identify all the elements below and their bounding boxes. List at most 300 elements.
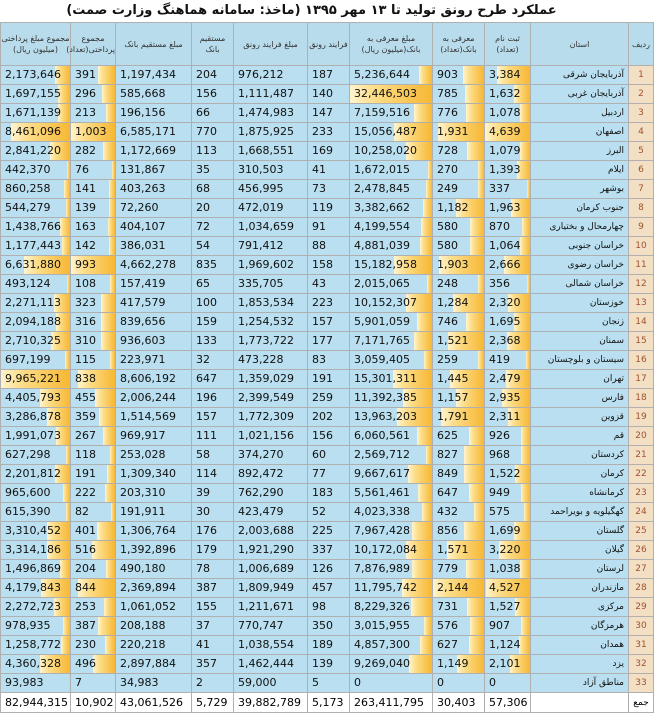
cell-value: 1,496,869 bbox=[5, 562, 61, 575]
total-rownaq-process: 5,173 bbox=[308, 693, 350, 713]
cell-value: 204 bbox=[75, 562, 96, 575]
row-introduced-count bbox=[433, 446, 485, 465]
row-rownaq-amount: 762,290 bbox=[234, 484, 308, 503]
row-rank: 12 bbox=[629, 275, 654, 294]
data-bar bbox=[62, 237, 70, 255]
row-introduced-count bbox=[433, 503, 485, 522]
cell-value: 1,695 bbox=[489, 315, 521, 328]
row-paid-amount bbox=[1, 85, 71, 104]
cell-value: 1,038 bbox=[489, 562, 521, 575]
data-bar bbox=[521, 617, 530, 635]
row-province: اردبیل bbox=[531, 104, 629, 123]
row-bank-direct: 156 bbox=[192, 85, 234, 104]
cell-value: 907 bbox=[489, 619, 510, 632]
cell-value: 1,079 bbox=[489, 144, 521, 157]
row-paid-count bbox=[71, 237, 116, 256]
row-introduced-amount bbox=[350, 598, 433, 617]
row-introduced-amount bbox=[350, 560, 433, 579]
header-row bbox=[1, 23, 654, 66]
totals-label: جمع bbox=[629, 693, 654, 713]
row-rank: 22 bbox=[629, 465, 654, 484]
cell-value: 9,667,617 bbox=[354, 467, 410, 480]
row-paid-count bbox=[71, 218, 116, 237]
cell-value: 270 bbox=[437, 163, 458, 176]
row-rownaq-amount: 1,969,602 bbox=[234, 256, 308, 275]
row-introduced-count bbox=[433, 256, 485, 275]
row-registered bbox=[485, 104, 531, 123]
data-bar bbox=[466, 560, 485, 578]
row-rank: 1 bbox=[629, 66, 654, 85]
totals-province-empty bbox=[531, 693, 629, 713]
row-bank-direct: 113 bbox=[192, 142, 234, 161]
row-bank-direct-amount: 253,028 bbox=[116, 446, 192, 465]
row-bank-direct-amount: 1,514,569 bbox=[116, 408, 192, 427]
data-bar bbox=[422, 503, 432, 521]
data-bar bbox=[101, 313, 115, 331]
row-bank-direct-amount: 585,668 bbox=[116, 85, 192, 104]
data-bar bbox=[63, 617, 70, 635]
row-paid-count bbox=[71, 66, 116, 85]
total-bank-direct: 5,729 bbox=[192, 693, 234, 713]
cell-value: 978,935 bbox=[5, 619, 51, 632]
row-bank-direct-amount: 490,180 bbox=[116, 560, 192, 579]
data-bar bbox=[414, 104, 432, 122]
cell-value: 442,370 bbox=[5, 163, 51, 176]
row-paid-count bbox=[71, 389, 116, 408]
row-bank-direct-amount: 4,662,278 bbox=[116, 256, 192, 275]
data-bar bbox=[67, 275, 70, 293]
data-bar bbox=[112, 161, 115, 179]
row-rank: 30 bbox=[629, 617, 654, 636]
cell-value: 118 bbox=[75, 448, 96, 461]
row-province: البرز bbox=[531, 142, 629, 161]
row-province: سیستان و بلوچستان bbox=[531, 351, 629, 370]
row-introduced-count bbox=[433, 351, 485, 370]
row-paid-amount bbox=[1, 256, 71, 275]
row-paid-count bbox=[71, 332, 116, 351]
row-rank: 18 bbox=[629, 389, 654, 408]
table-row bbox=[1, 465, 654, 484]
row-paid-count bbox=[71, 541, 116, 560]
row-rank: 2 bbox=[629, 85, 654, 104]
row-bank-direct: 2 bbox=[192, 674, 234, 693]
table-row bbox=[1, 522, 654, 541]
row-bank-direct: 72 bbox=[192, 218, 234, 237]
row-rank: 5 bbox=[629, 142, 654, 161]
row-paid-amount bbox=[1, 655, 71, 674]
row-paid-count bbox=[71, 522, 116, 541]
row-registered bbox=[485, 617, 531, 636]
row-registered bbox=[485, 560, 531, 579]
data-bar bbox=[419, 66, 432, 84]
row-introduced-count bbox=[433, 104, 485, 123]
cell-value: 359 bbox=[75, 410, 96, 423]
data-bar bbox=[64, 180, 70, 198]
row-rownaq-process: 83 bbox=[308, 351, 350, 370]
cell-value: 3,310,452 bbox=[5, 524, 61, 537]
row-registered bbox=[485, 275, 531, 294]
cell-value: 6,631,880 bbox=[5, 258, 61, 271]
row-introduced-amount bbox=[350, 161, 433, 180]
row-rownaq-process: 126 bbox=[308, 560, 350, 579]
row-registered bbox=[485, 446, 531, 465]
row-province: مازندران bbox=[531, 579, 629, 598]
row-paid-count bbox=[71, 313, 116, 332]
row-rownaq-process: 73 bbox=[308, 180, 350, 199]
table-row bbox=[1, 104, 654, 123]
data-bar bbox=[424, 617, 432, 635]
cell-value: 1,521 bbox=[437, 334, 469, 347]
cell-value: 1,963 bbox=[489, 201, 521, 214]
row-paid-amount bbox=[1, 218, 71, 237]
cell-value: 310 bbox=[75, 334, 96, 347]
row-introduced-amount bbox=[350, 655, 433, 674]
data-bar bbox=[474, 503, 484, 521]
data-bar bbox=[521, 427, 530, 445]
row-registered bbox=[485, 85, 531, 104]
row-paid-amount bbox=[1, 199, 71, 218]
row-rownaq-process: 189 bbox=[308, 636, 350, 655]
row-bank-direct: 58 bbox=[192, 446, 234, 465]
cell-value: 2,311 bbox=[489, 410, 521, 423]
col-header-introduced-count: معرفی به بانک(تعداد) bbox=[433, 23, 485, 66]
row-bank-direct: 196 bbox=[192, 389, 234, 408]
cell-value: 141 bbox=[75, 182, 96, 195]
cell-value: 248 bbox=[437, 277, 458, 290]
row-bank-direct: 20 bbox=[192, 199, 234, 218]
row-rownaq-process: 187 bbox=[308, 66, 350, 85]
row-bank-direct-amount: 131,867 bbox=[116, 161, 192, 180]
row-registered bbox=[485, 313, 531, 332]
data-bar bbox=[478, 180, 484, 198]
table-row bbox=[1, 541, 654, 560]
table-row bbox=[1, 256, 654, 275]
row-rownaq-process: 140 bbox=[308, 85, 350, 104]
table-row bbox=[1, 674, 654, 693]
row-rownaq-process: 139 bbox=[308, 655, 350, 674]
data-bar bbox=[110, 446, 115, 464]
row-introduced-amount bbox=[350, 636, 433, 655]
cell-value: 993 bbox=[75, 258, 96, 271]
cell-value: 8,229,326 bbox=[354, 600, 410, 613]
table-row bbox=[1, 655, 654, 674]
cell-value: 1,445 bbox=[437, 372, 469, 385]
row-rownaq-process: 91 bbox=[308, 218, 350, 237]
row-rownaq-process: 183 bbox=[308, 484, 350, 503]
row-registered bbox=[485, 142, 531, 161]
row-bank-direct: 770 bbox=[192, 123, 234, 142]
cell-value: 4,360,328 bbox=[5, 657, 61, 670]
col-header-paid-amount: مجموع مبلغ پرداختی (میلیون ریال) bbox=[1, 23, 71, 66]
row-paid-count bbox=[71, 180, 116, 199]
row-rownaq-process: 350 bbox=[308, 617, 350, 636]
total-introduced-amount: 263,411,795 bbox=[350, 693, 433, 713]
row-bank-direct: 100 bbox=[192, 294, 234, 313]
data-bar bbox=[470, 617, 484, 635]
row-registered bbox=[485, 484, 531, 503]
row-bank-direct-amount: 1,309,340 bbox=[116, 465, 192, 484]
cell-value: 903 bbox=[437, 68, 458, 81]
row-bank-direct-amount: 1,392,896 bbox=[116, 541, 192, 560]
row-rownaq-amount: 374,270 bbox=[234, 446, 308, 465]
row-bank-direct: 111 bbox=[192, 427, 234, 446]
row-paid-amount bbox=[1, 598, 71, 617]
data-bar bbox=[524, 503, 530, 521]
row-introduced-amount bbox=[350, 617, 433, 636]
cell-value: 627,298 bbox=[5, 448, 51, 461]
row-paid-amount bbox=[1, 180, 71, 199]
table-row bbox=[1, 617, 654, 636]
cell-value: 838 bbox=[75, 372, 96, 385]
row-bank-direct: 65 bbox=[192, 275, 234, 294]
data-bar bbox=[417, 313, 432, 331]
cell-value: 253 bbox=[75, 600, 96, 613]
row-paid-amount bbox=[1, 674, 71, 693]
row-rank: 8 bbox=[629, 199, 654, 218]
row-bank-direct-amount: 72,260 bbox=[116, 199, 192, 218]
table-row bbox=[1, 313, 654, 332]
cell-value: 2,173,646 bbox=[5, 68, 61, 81]
row-introduced-amount bbox=[350, 313, 433, 332]
data-bar bbox=[408, 465, 432, 483]
row-rownaq-process: 457 bbox=[308, 579, 350, 598]
data-bar bbox=[520, 560, 530, 578]
data-bar bbox=[478, 161, 484, 179]
cell-value: 4,881,039 bbox=[354, 239, 410, 252]
row-province: چهارمحال و بختیاری bbox=[531, 218, 629, 237]
row-introduced-amount bbox=[350, 142, 433, 161]
data-bar bbox=[466, 104, 484, 122]
table-row bbox=[1, 598, 654, 617]
cell-value: 108 bbox=[75, 277, 96, 290]
cell-value: 544,279 bbox=[5, 201, 51, 214]
table-row bbox=[1, 123, 654, 142]
cell-value: 1,671,139 bbox=[5, 106, 61, 119]
row-registered bbox=[485, 199, 531, 218]
row-registered bbox=[485, 674, 531, 693]
row-introduced-count bbox=[433, 541, 485, 560]
row-province: بوشهر bbox=[531, 180, 629, 199]
row-province: آذربایجان شرقی bbox=[531, 66, 629, 85]
cell-value: 401 bbox=[75, 524, 96, 537]
row-introduced-amount bbox=[350, 275, 433, 294]
row-rank: 21 bbox=[629, 446, 654, 465]
row-introduced-amount bbox=[350, 674, 433, 693]
row-registered bbox=[485, 294, 531, 313]
cell-value: 926 bbox=[489, 429, 510, 442]
cell-value: 3,220 bbox=[489, 543, 521, 556]
row-bank-direct-amount: 157,419 bbox=[116, 275, 192, 294]
row-rownaq-amount: 976,212 bbox=[234, 66, 308, 85]
table-row bbox=[1, 199, 654, 218]
row-province: هرمزگان bbox=[531, 617, 629, 636]
data-bar bbox=[522, 218, 530, 236]
row-registered bbox=[485, 655, 531, 674]
cell-value: 8,461,096 bbox=[5, 125, 61, 138]
table-row bbox=[1, 446, 654, 465]
row-rownaq-process: 5 bbox=[308, 674, 350, 693]
row-introduced-count bbox=[433, 522, 485, 541]
row-rownaq-process: 119 bbox=[308, 199, 350, 218]
row-paid-count bbox=[71, 503, 116, 522]
cell-value: 1,157 bbox=[437, 391, 469, 404]
row-rownaq-process: 157 bbox=[308, 313, 350, 332]
cell-value: 7,876,989 bbox=[354, 562, 410, 575]
row-province: مناطق آزاد bbox=[531, 674, 629, 693]
data-bar bbox=[426, 446, 432, 464]
cell-value: 76 bbox=[75, 163, 89, 176]
data-bar bbox=[470, 218, 484, 236]
row-province: ایلام bbox=[531, 161, 629, 180]
cell-value: 493,124 bbox=[5, 277, 51, 290]
cell-value: 7 bbox=[75, 676, 82, 689]
cell-value: 9,965,221 bbox=[5, 372, 61, 385]
row-rank: 16 bbox=[629, 351, 654, 370]
data-bar bbox=[417, 427, 432, 445]
row-bank-direct-amount: 386,031 bbox=[116, 237, 192, 256]
cell-value: 5,561,461 bbox=[354, 486, 410, 499]
row-rownaq-process: 337 bbox=[308, 541, 350, 560]
row-bank-direct: 68 bbox=[192, 180, 234, 199]
row-bank-direct: 179 bbox=[192, 541, 234, 560]
row-paid-count bbox=[71, 408, 116, 427]
data-bar bbox=[465, 85, 484, 103]
row-introduced-count bbox=[433, 66, 485, 85]
data-bar bbox=[106, 104, 115, 122]
row-introduced-amount bbox=[350, 104, 433, 123]
data-bar bbox=[66, 503, 70, 521]
cell-value: 3,382,662 bbox=[354, 201, 410, 214]
data-bar bbox=[101, 332, 115, 350]
cell-value: 615,390 bbox=[5, 505, 51, 518]
cell-value: 849 bbox=[437, 467, 458, 480]
row-paid-count bbox=[71, 617, 116, 636]
row-paid-count bbox=[71, 104, 116, 123]
cell-value: 4,023,338 bbox=[354, 505, 410, 518]
cell-value: 1,697,155 bbox=[5, 87, 61, 100]
row-paid-count bbox=[71, 598, 116, 617]
row-rownaq-amount: 1,254,532 bbox=[234, 313, 308, 332]
row-paid-count bbox=[71, 199, 116, 218]
cell-value: 2,666 bbox=[489, 258, 521, 271]
cell-value: 844 bbox=[75, 581, 96, 594]
table-row bbox=[1, 218, 654, 237]
row-paid-amount bbox=[1, 161, 71, 180]
row-paid-amount bbox=[1, 560, 71, 579]
row-bank-direct-amount: 403,263 bbox=[116, 180, 192, 199]
row-rank: 29 bbox=[629, 598, 654, 617]
cell-value: 0 bbox=[354, 676, 361, 689]
row-rank: 26 bbox=[629, 541, 654, 560]
row-introduced-amount bbox=[350, 294, 433, 313]
row-bank-direct: 157 bbox=[192, 408, 234, 427]
row-bank-direct-amount: 6,585,171 bbox=[116, 123, 192, 142]
cell-value: 139 bbox=[75, 201, 96, 214]
data-bar bbox=[428, 161, 432, 179]
row-paid-count bbox=[71, 446, 116, 465]
cell-value: 323 bbox=[75, 296, 96, 309]
cell-value: 728 bbox=[437, 144, 458, 157]
data-bar bbox=[527, 180, 530, 198]
cell-value: 2,478,845 bbox=[354, 182, 410, 195]
cell-value: 10,152,307 bbox=[354, 296, 417, 309]
row-paid-amount bbox=[1, 332, 71, 351]
row-rownaq-amount: 1,772,309 bbox=[234, 408, 308, 427]
row-province: یزد bbox=[531, 655, 629, 674]
table-body bbox=[1, 66, 654, 693]
row-bank-direct: 39 bbox=[192, 484, 234, 503]
total-paid-count: 10,902 bbox=[71, 693, 116, 713]
row-bank-direct-amount: 191,911 bbox=[116, 503, 192, 522]
cell-value: 15,182,958 bbox=[354, 258, 417, 271]
row-rank: 3 bbox=[629, 104, 654, 123]
col-header-paid-count: مجموع پرداختی(تعداد) bbox=[71, 23, 116, 66]
row-registered bbox=[485, 598, 531, 617]
table-row bbox=[1, 294, 654, 313]
row-rownaq-process: 147 bbox=[308, 104, 350, 123]
row-introduced-count bbox=[433, 370, 485, 389]
row-bank-direct: 66 bbox=[192, 104, 234, 123]
cell-value: 455 bbox=[75, 391, 96, 404]
row-introduced-count bbox=[433, 199, 485, 218]
row-province: زنجان bbox=[531, 313, 629, 332]
row-rank: 31 bbox=[629, 636, 654, 655]
row-introduced-amount bbox=[350, 256, 433, 275]
row-paid-count bbox=[71, 655, 116, 674]
col-header-bank-direct: مستقیم بانک bbox=[192, 23, 234, 66]
table-row bbox=[1, 180, 654, 199]
row-introduced-count bbox=[433, 636, 485, 655]
row-province: کرمانشاه bbox=[531, 484, 629, 503]
cell-value: 580 bbox=[437, 220, 458, 233]
data-bar bbox=[478, 351, 484, 369]
data-bar bbox=[521, 484, 530, 502]
row-introduced-amount bbox=[350, 484, 433, 503]
cell-value: 115 bbox=[75, 353, 96, 366]
cell-value: 13,963,203 bbox=[354, 410, 417, 423]
cell-value: 3,015,955 bbox=[354, 619, 410, 632]
row-bank-direct-amount: 208,188 bbox=[116, 617, 192, 636]
row-bank-direct-amount: 404,107 bbox=[116, 218, 192, 237]
data-bar bbox=[97, 522, 115, 540]
cell-value: 2,101 bbox=[489, 657, 521, 670]
row-bank-direct-amount: 220,218 bbox=[116, 636, 192, 655]
data-bar bbox=[470, 237, 484, 255]
cell-value: 697,199 bbox=[5, 353, 51, 366]
table-row bbox=[1, 85, 654, 104]
cell-value: 2,569,712 bbox=[354, 448, 410, 461]
row-rank: 7 bbox=[629, 180, 654, 199]
row-paid-amount bbox=[1, 104, 71, 123]
row-introduced-amount bbox=[350, 332, 433, 351]
cell-value: 10,258,020 bbox=[354, 144, 417, 157]
col-header-radif: ردیف bbox=[629, 23, 654, 66]
row-province: قزوین bbox=[531, 408, 629, 427]
cell-value: 1,699 bbox=[489, 524, 521, 537]
row-introduced-amount bbox=[350, 85, 433, 104]
row-bank-direct-amount: 2,369,894 bbox=[116, 579, 192, 598]
row-introduced-amount bbox=[350, 370, 433, 389]
cell-value: 11,795,742 bbox=[354, 581, 417, 594]
row-province: کهگیلویه و بویراحمد bbox=[531, 503, 629, 522]
row-paid-amount bbox=[1, 123, 71, 142]
cell-value: 249 bbox=[437, 182, 458, 195]
cell-value: 870 bbox=[489, 220, 510, 233]
cell-value: 576 bbox=[437, 619, 458, 632]
cell-value: 82 bbox=[75, 505, 89, 518]
row-rownaq-process: 223 bbox=[308, 294, 350, 313]
data-bar bbox=[98, 617, 115, 635]
